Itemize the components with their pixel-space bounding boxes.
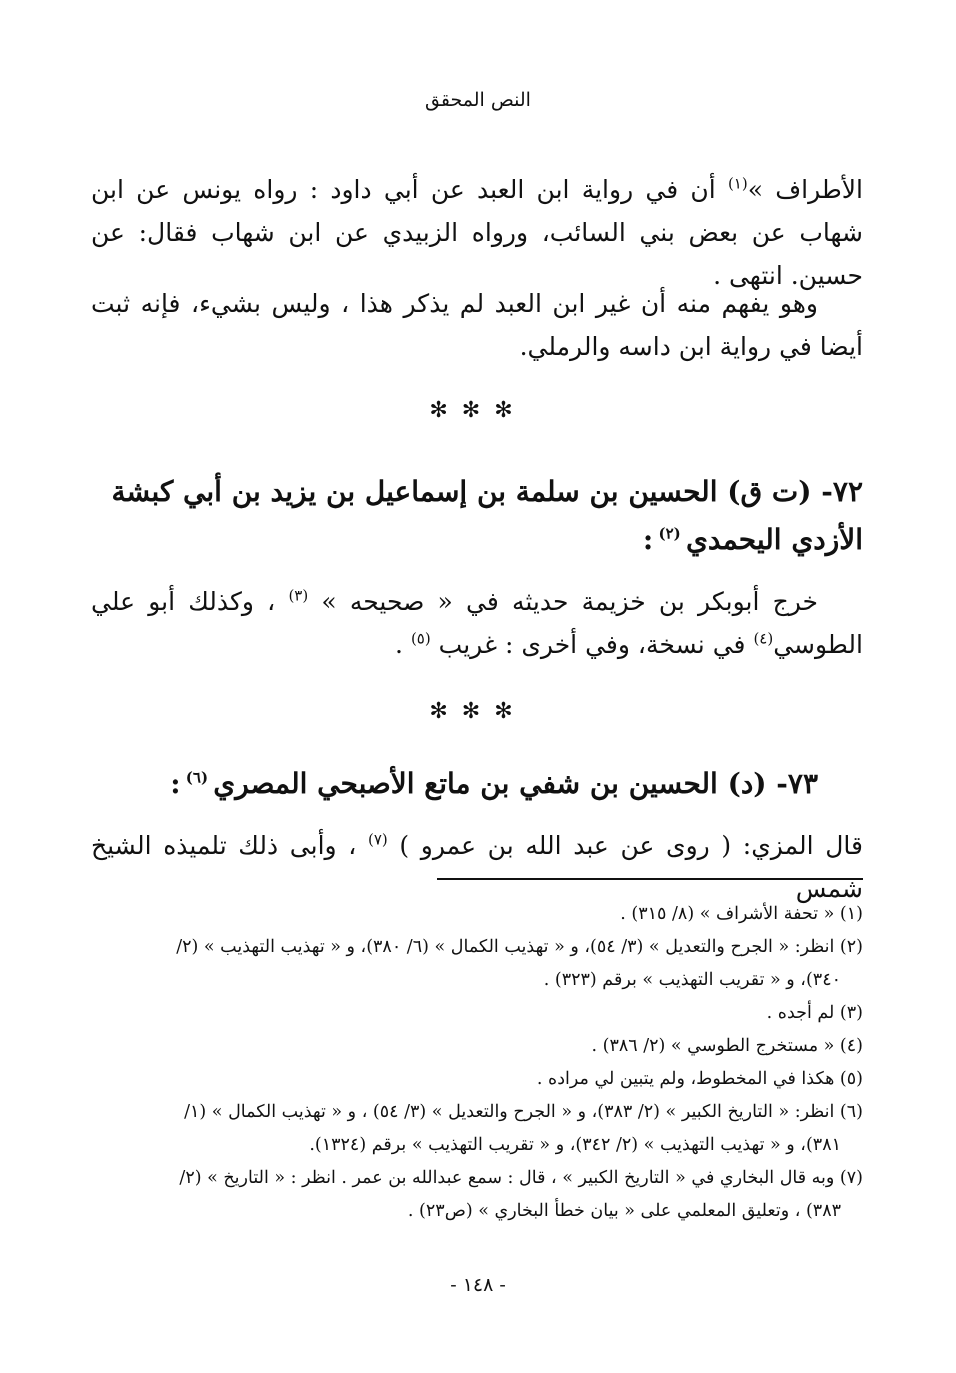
- text-segment: .: [395, 630, 411, 659]
- paragraph-text: [91, 580, 863, 666]
- footnote-ref-4[interactable]: (٤): [753, 629, 774, 648]
- text-segment: الأطراف »: [747, 175, 864, 204]
- entry-72-title: ٧٢- (ت ق) الحسين بن سلمة بن إسماعيل بن يزيد بن أبي كبشة الأزدي اليحمدي: [111, 475, 863, 556]
- footnote-2: [91, 931, 863, 997]
- footnote-7: [91, 1162, 863, 1228]
- entry-72-heading: [91, 468, 863, 564]
- footnote-4: [91, 1030, 863, 1063]
- footnote-6: [91, 1096, 863, 1162]
- text-segment: أن في رواية ابن العبد عن أبي داود : رواه يونس عن ابن شهاب عن بعض بني السائب، ورواه الزبيدي عن ابن شهاب فقال: عن حسين. انتهى .: [91, 175, 863, 290]
- footnote-text: (٦) انظر: « التاريخ الكبير » (٢/ ٣٨٣)، و « الجرح والتعديل » (٣/ ٥٤) ، و « تهذيب الكمال » (١/: [184, 1102, 863, 1122]
- footnote-ref-2[interactable]: (٢): [653, 524, 686, 543]
- footnote-text: (٢) انظر: « الجرح والتعديل » (٣/ ٥٤)، و « تهذيب الكمال » (٦/ ٣٨٠)، و « تهذيب التهذيب » (٢/: [176, 937, 863, 957]
- footnote-text: (١) « تحفة الأشراف » (٨/ ٣١٥) .: [620, 904, 863, 924]
- page-number: - ١٤٨ -: [450, 1274, 506, 1296]
- paragraph-text: وهو يفهم منه أن غير ابن العبد لم يذكر هذا ، وليس بشيء، فإنه ثبت أيضا في رواية ابن داسه والرملي.: [91, 289, 863, 361]
- text-segment: ، وأبى ذلك تلميذه الشيخ شمس: [91, 831, 863, 903]
- footnote-ref-5[interactable]: (٥): [410, 629, 431, 648]
- paragraph-comment: [91, 282, 863, 368]
- paragraph-text: [91, 168, 863, 297]
- footnote-continuation: ٣٨٣) ، وتعليق المعلمي على « بيان خطأ البخاري » (ص٢٣) .: [407, 1201, 841, 1221]
- entry-73-title: ٧٣- (د) الحسين بن شفي بن ماتع الأصبحي المصري: [213, 767, 818, 800]
- footnote-ref-1[interactable]: (١): [727, 174, 748, 193]
- footnote-separator-line: [437, 878, 863, 880]
- separator-stars: ✻✻✻: [429, 699, 527, 724]
- running-head: النص المحقق: [425, 89, 531, 111]
- footnote-continuation: ٣٤٠)، و « تقريب التهذيب » برقم (٣٢٣) .: [543, 970, 841, 990]
- text-segment: ، وكذلك أبو علي الطوسي: [91, 587, 863, 659]
- footnote-text: (٧) وبه قال البخاري في « التاريخ الكبير » ، قال : سمع عبدالله بن عمر . انظر : « التاريخ » (٢/: [179, 1168, 863, 1188]
- separator-stars: ✻✻✻: [429, 398, 527, 423]
- footnote-text: (٤) « مستخرج الطوسي » (٢/ ٣٨٦) .: [591, 1036, 863, 1056]
- heading-colon: :: [642, 523, 654, 556]
- text-segment: قال المزي: ( روى عن عبد الله بن عمرو ): [387, 831, 863, 860]
- footnote-text: (٥) هكذا في المخطوط، ولم يتبين لي مراده .: [536, 1069, 863, 1089]
- footnote-text: (٣) لم أجده .: [766, 1003, 863, 1023]
- entry-73-heading: [91, 760, 863, 808]
- paragraph-atraf: [91, 168, 863, 297]
- footnote-5: [91, 1063, 863, 1096]
- heading-colon: :: [170, 767, 181, 800]
- footnote-ref-6[interactable]: (٦): [180, 768, 214, 787]
- footnote-3: [91, 997, 863, 1030]
- footnotes-section: [91, 898, 863, 1228]
- footnote-1: [91, 898, 863, 931]
- footnote-ref-3[interactable]: (٣): [288, 586, 309, 605]
- entry-72-body: [91, 580, 863, 666]
- text-segment: خرج أبوبكر بن خزيمة حديثه في « صحيحه »: [308, 587, 818, 616]
- footnote-ref-7[interactable]: (٧): [367, 830, 388, 849]
- footnote-continuation: ٣٨١)، و « تهذيب التهذيب » (٢/ ٣٤٢)، و « تقريب التهذيب » برقم (١٣٢٤).: [309, 1135, 841, 1155]
- text-segment: في نسخة، وفي أخرى : غريب: [430, 630, 754, 659]
